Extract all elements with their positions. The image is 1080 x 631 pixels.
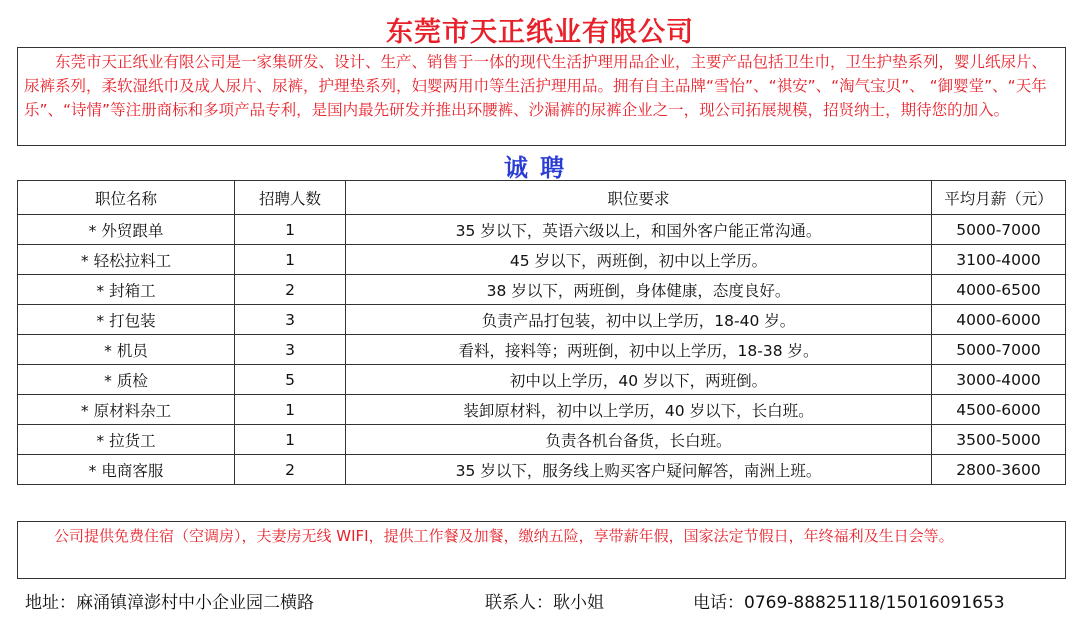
table-row (18, 275, 1066, 305)
salary: 2800-3600 (932, 455, 1066, 485)
table-row (18, 395, 1066, 425)
table-header (18, 181, 1066, 215)
header-salary: 平均月薪（元） (932, 181, 1066, 215)
headcount: 1 (235, 425, 346, 455)
job-table (17, 180, 1066, 485)
requirements: 45 岁以下，两班倒，初中以上学历。 (346, 245, 932, 275)
header-position: 职位名称 (18, 181, 235, 215)
headcount: 3 (235, 335, 346, 365)
requirements: 看料，接料等；两班倒，初中以上学历，18-38 岁。 (346, 335, 932, 365)
salary: 4500-6000 (932, 395, 1066, 425)
table-row (18, 335, 1066, 365)
salary: 3100-4000 (932, 245, 1066, 275)
headcount: 1 (235, 245, 346, 275)
job-title: * 打包装 (18, 305, 235, 335)
headcount: 2 (235, 455, 346, 485)
table-row (18, 215, 1066, 245)
table-row (18, 365, 1066, 395)
table-row (18, 305, 1066, 335)
job-title: * 外贸跟单 (18, 215, 235, 245)
requirements: 装卸原材料，初中以上学历，40 岁以下，长白班。 (346, 395, 932, 425)
requirements: 负责各机台备货，长白班。 (346, 425, 932, 455)
table-row (18, 425, 1066, 455)
headcount: 1 (235, 395, 346, 425)
headcount: 2 (235, 275, 346, 305)
header-count: 招聘人数 (235, 181, 346, 215)
salary: 5000-7000 (932, 215, 1066, 245)
job-title: * 轻松拉料工 (18, 245, 235, 275)
phone: 电话：0769-88825118/15016091653 (693, 593, 1005, 613)
table-row (18, 245, 1066, 275)
requirements: 初中以上学历，40 岁以下，两班倒。 (346, 365, 932, 395)
contact-person: 联系人：耿小姐 (485, 593, 604, 613)
address: 地址：麻涌镇漳澎村中小企业园二横路 (25, 593, 314, 613)
job-title: * 封箱工 (18, 275, 235, 305)
job-title: * 电商客服 (18, 455, 235, 485)
salary: 4000-6500 (932, 275, 1066, 305)
headcount: 5 (235, 365, 346, 395)
headcount: 3 (235, 305, 346, 335)
salary: 4000-6000 (932, 305, 1066, 335)
headcount: 1 (235, 215, 346, 245)
job-title: * 质检 (18, 365, 235, 395)
header-requirements: 职位要求 (346, 181, 932, 215)
job-title: * 机员 (18, 335, 235, 365)
company-intro: 东莞市天正纸业有限公司是一家集研发、设计、生产、销售于一体的现代生活护理用品企业，主要产品包括卫生巾，卫生护垫系列，婴儿纸尿片、尿裤系列，柔软湿纸巾及成人尿片、尿裤，护理垫系列，妇婴两用巾等生活护理用品。拥有自主品牌“雪怡”、“祺安”、“淘气宝贝”、 “御婴堂”、“天年乐”、“诗情”等注册商标和多项产品专利，是国内最先研发并推出环腰裤、沙漏裤的尿裤企业之一，现公司拓展规模，招贤纳士，期待您的加入。 (17, 47, 1066, 146)
salary: 3000-4000 (932, 365, 1066, 395)
salary: 3500-5000 (932, 425, 1066, 455)
table-row (18, 455, 1066, 485)
requirements: 35 岁以下，英语六级以上，和国外客户能正常沟通。 (346, 215, 932, 245)
company-title: 东莞市天正纸业有限公司 (386, 17, 694, 48)
salary: 5000-7000 (932, 335, 1066, 365)
requirements: 负责产品打包装，初中以上学历，18-40 岁。 (346, 305, 932, 335)
requirements: 38 岁以下，两班倒，身体健康，态度良好。 (346, 275, 932, 305)
job-title: * 拉货工 (18, 425, 235, 455)
requirements: 35 岁以下，服务线上购买客户疑问解答，南洲上班。 (346, 455, 932, 485)
recruit-heading: 诚聘 (504, 154, 576, 182)
benefits-text: 公司提供免费住宿（空调房），夫妻房无线 WIFI，提供工作餐及加餐，缴纳五险，享带薪年假，国家法定节假日，年终福利及生日会等。 (17, 521, 1066, 579)
job-title: * 原材料杂工 (18, 395, 235, 425)
